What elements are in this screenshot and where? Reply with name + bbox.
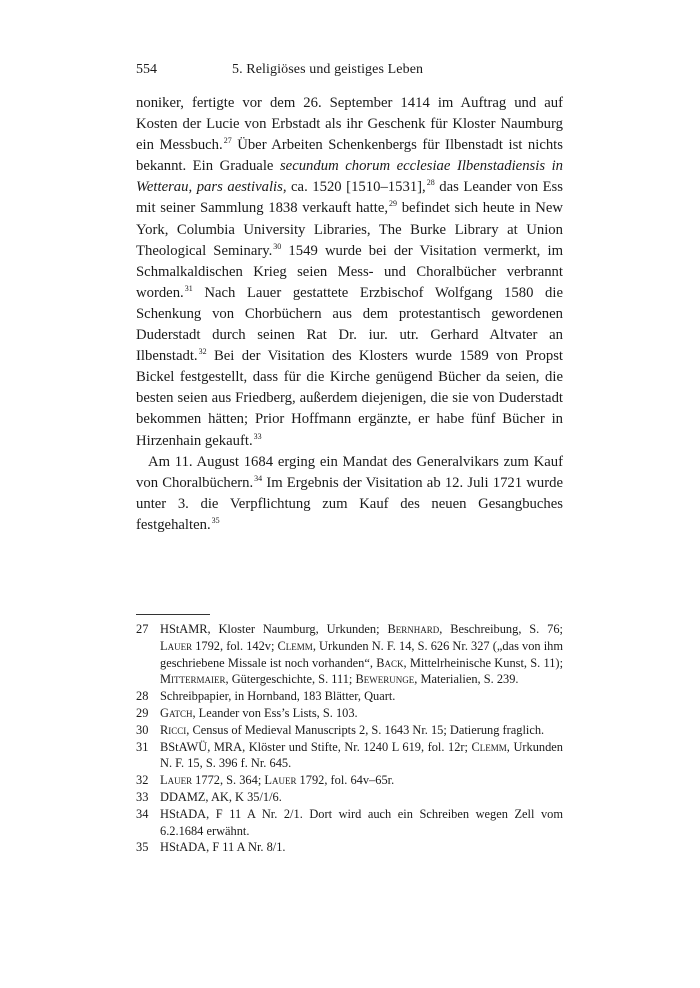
footnote-number: 27 — [136, 622, 149, 636]
paragraph-1 — [136, 93, 563, 452]
footnote-28 — [136, 688, 563, 705]
footnote-text — [160, 739, 563, 773]
footnote-ref-35: 35 — [211, 515, 220, 525]
text-run: 1792, fol. 142v; — [192, 638, 278, 653]
text-run: HStAMR, Kloster Naumburg, Urkunden; — [160, 622, 388, 636]
author-name: Bewerunge — [355, 672, 415, 687]
text-run: Bei der Visitation des Klosters wurde 1589 von Propst Bickel festgestellt, dass für die Kirche genügend Bücher da seien, die besten seien aus Friedberg, außerdem diejenigen, die sie von Duderstadt bekommen hätten; Prior Hoffmann ergänzte, er habe fünf Bücher in Hirzenhain gekauft. — [136, 348, 563, 449]
footnote-text: Schreibpapier, in Hornband, 183 Blätter, Quart. — [160, 689, 396, 704]
running-title: 5. Religiöses und geistiges Leben — [232, 62, 424, 77]
footnote-ref-32: 32 — [198, 347, 207, 357]
footnote-32 — [136, 772, 563, 789]
footnote-29 — [136, 705, 563, 722]
footnote-number: 33 — [136, 789, 149, 804]
author-name: Back — [376, 655, 404, 670]
footnote-33 — [136, 789, 563, 806]
author-name: Lauer — [160, 773, 193, 788]
text-run: befindet sich heute in New York, Columbia University Libraries, The Burke Library at Union Theological Seminary. — [136, 200, 564, 259]
footnote-27 — [136, 621, 563, 688]
text-run: , Beschreibung, S. 76; — [439, 622, 563, 636]
footnote-number: 28 — [136, 689, 149, 704]
text-run: Am 11. August 1684 erging ein Mandat des Generalvikars zum Kauf von Choralbüchern. — [136, 453, 563, 491]
text-run: , Urkunden N. F. 15, S. 396 f. Nr. 645. — [160, 739, 563, 771]
footnote-ref-27: 27 — [223, 136, 232, 146]
author-name: Clemm — [471, 739, 507, 754]
footnote-number: 29 — [136, 705, 149, 720]
footnotes — [136, 621, 563, 856]
author-name: Bernhard — [387, 622, 440, 636]
text-run: 1772, S. 364; — [192, 773, 265, 788]
author-name: Lauer — [264, 773, 297, 788]
footnote-ref-29: 29 — [389, 199, 398, 209]
text-run: Über Arbeiten Schenkenbergs für Ilbenstadt ist nichts bekannt. Ein Graduale — [136, 137, 563, 175]
text-run: , ca. 1520 [1510–1531], — [282, 179, 426, 196]
footnote-text — [160, 621, 563, 688]
footnote-31 — [136, 739, 563, 773]
footnote-35 — [136, 839, 563, 856]
text-run: Im Ergebnis der Visitation ab 12. Juli 1721 wurde unter 3. die Verpflichtung zum Kauf des neuen Gesangbuches festgehalten. — [136, 474, 563, 533]
footnote-ref-33: 33 — [253, 431, 262, 441]
footnote-text — [160, 705, 563, 722]
author-name: Gatch — [160, 705, 193, 720]
footnote-text — [160, 772, 563, 789]
text-run: Nach Lauer gestattete Erzbischof Wolfgang 1580 die Schenkung von Chorbüchern aus dem protestantisch gewordenen Duderstadt durch seinen Rat Dr. iur. utr. Gerhard Altvater an Ilbenstadt. — [136, 284, 563, 365]
footnote-separator — [136, 614, 210, 615]
footnote-number: 34 — [136, 806, 149, 821]
italic-title: secundum chorum ecclesiae Ilbenstadiensis in Wetterau, pars aestivalis — [136, 158, 564, 196]
footnote-text — [160, 722, 563, 739]
text-run: 1549 wurde bei der Visitation vermerkt, im Schmalkaldischen Krieg seien Mess- und Choralbücher verbrannt worden. — [136, 242, 563, 301]
text-run: , Census of Medieval Manuscripts 2, S. 1643 Nr. 15; Datierung fraglich. — [186, 722, 545, 737]
footnote-number: 32 — [136, 773, 149, 788]
text-run: , Materialien, S. 239. — [414, 672, 519, 687]
footnote-34 — [136, 806, 563, 840]
text-run: , Leander von Ess’s Lists, S. 103. — [192, 705, 358, 720]
footnote-ref-28: 28 — [426, 178, 435, 188]
footnote-ref-34: 34 — [254, 473, 263, 483]
paragraph-2 — [136, 452, 563, 536]
page-header — [136, 62, 563, 84]
footnote-text: HStADA, F 11 A Nr. 8/1. — [160, 840, 286, 855]
text-run: , Mittelrheinische Kunst, S. 11); — [403, 655, 564, 670]
footnote-number: 31 — [136, 739, 149, 754]
text-run: BStAWÜ, MRA, Klöster und Stifte, Nr. 1240 L 619, fol. 12r; — [160, 739, 472, 754]
author-name: Ricci — [160, 722, 187, 737]
page-number: 554 — [136, 62, 157, 77]
author-name: Mittermaier — [160, 672, 226, 687]
footnote-number: 30 — [136, 722, 149, 737]
footnote-30 — [136, 722, 563, 739]
text-run: , Urkunden N. F. 14, S. 626 Nr. 327 („das von ihm geschriebene Missale ist noch vorhanden“, — [160, 638, 564, 670]
text-run: , Gütergeschichte, S. 111; — [225, 672, 356, 687]
author-name: Lauer — [160, 638, 193, 653]
footnote-text: DDAMZ, AK, K 35/1/6. — [160, 789, 282, 804]
footnote-ref-31: 31 — [184, 283, 193, 293]
main-text — [136, 93, 563, 536]
text-run: noniker, fertigte vor dem 26. September 1414 im Auftrag und auf Kosten der Lucie von Erbstadt als ihr Geschenk für Kloster Naumburg ein Messbuch. — [136, 95, 563, 154]
footnote-ref-30: 30 — [273, 241, 282, 251]
text-run: das Leander von Ess mit seiner Sammlung 1838 verkauft hatte, — [136, 179, 563, 217]
author-name: Clemm — [277, 638, 313, 653]
text-run: 1792, fol. 64v–65r. — [296, 773, 395, 788]
footnote-number: 35 — [136, 840, 149, 855]
footnote-text: HStADA, F 11 A Nr. 2/1. Dort wird auch ein Schreiben wegen Zell vom 6.2.1684 erwähnt. — [160, 806, 563, 838]
